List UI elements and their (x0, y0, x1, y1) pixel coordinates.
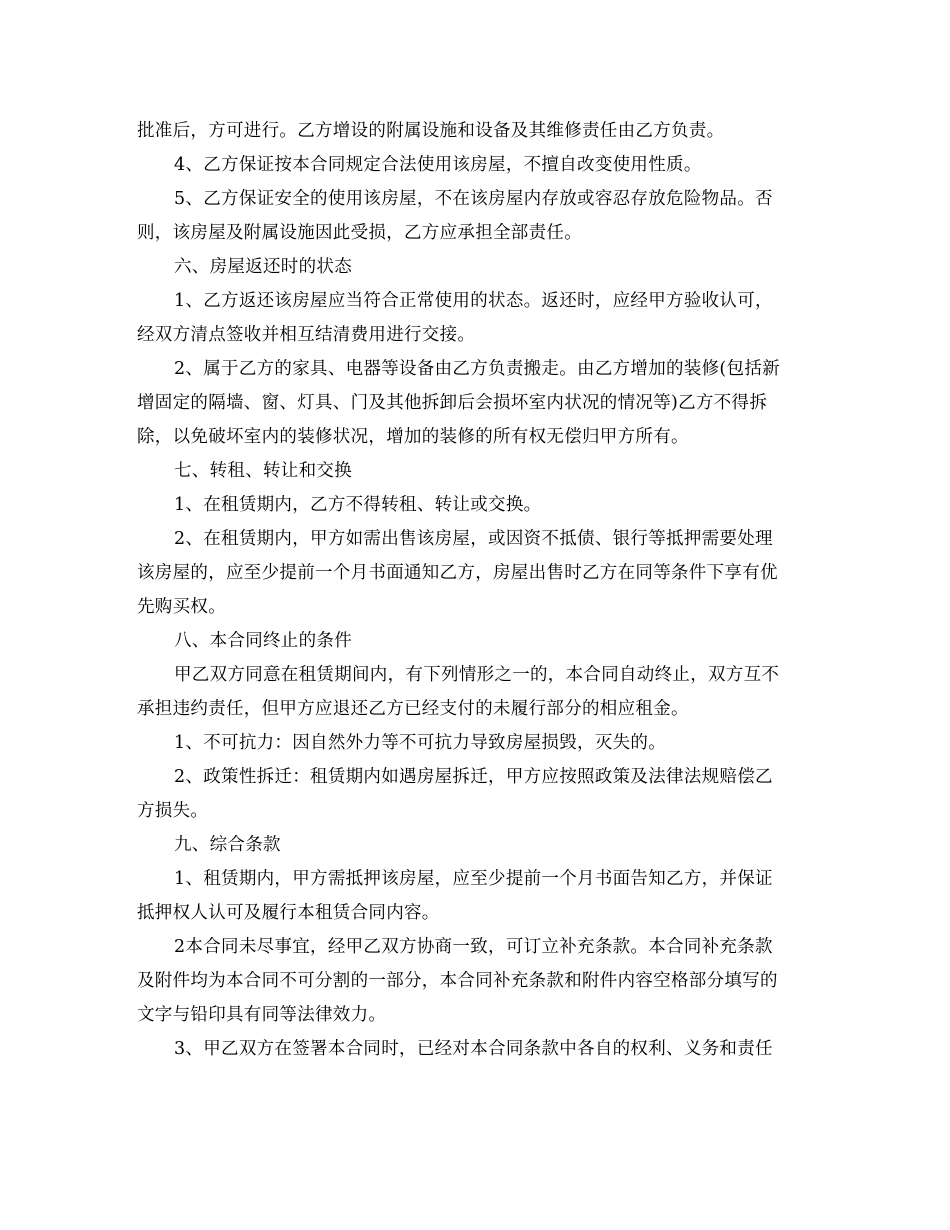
text-line: 抵押权人认可及履行本租赁合同内容。 (137, 903, 440, 923)
text-line: 方损失。 (137, 801, 209, 821)
text-line: 1、乙方返还该房屋应当符合正常使用的状态。返还时，应经甲方验收认可， (174, 291, 773, 311)
text-line: 2本合同未尽事宜，经甲乙双方协商一致，可订立补充条款。本合同补充条款 (174, 937, 773, 957)
text-line: 该房屋的，应至少提前一个月书面通知乙方，房屋出售时乙方在同等条件下享有优 (137, 563, 778, 583)
text-line: 2、在租赁期内，甲方如需出售该房屋，或因资不抵债、银行等抵押需要处理 (174, 529, 773, 549)
text-line: 1、不可抗力：因自然外力等不可抗力导致房屋损毁，灭失的。 (174, 733, 667, 753)
text-line: 批准后，方可进行。乙方增设的附属设施和设备及其维修责任由乙方负责。 (137, 121, 725, 141)
text-line: 承担违约责任，但甲方应退还乙方已经支付的未履行部分的相应租金。 (137, 699, 689, 719)
text-line: 1、在租赁期内，乙方不得转租、转让或交换。 (174, 495, 542, 515)
text-line: 甲乙双方同意在租赁期间内，有下列情形之一的，本合同自动终止，双方互不 (174, 665, 780, 685)
text-line: 3、甲乙双方在签署本合同时，已经对本合同条款中各自的权利、义务和责任 (174, 1039, 773, 1059)
text-line: 4、乙方保证按本合同规定合法使用该房屋，不擅自改变使用性质。 (174, 155, 702, 175)
text-line: 六、房屋返还时的状态 (174, 257, 352, 277)
text-line: 七、转租、转让和交换 (174, 461, 352, 481)
text-line: 1、租赁期内，甲方需抵押该房屋，应至少提前一个月书面告知乙方，并保证 (174, 869, 773, 889)
text-line: 及附件均为本合同不可分割的一部分，本合同补充条款和附件内容空格部分填写的 (137, 971, 778, 991)
text-line: 则，该房屋及附属设施因此受损，乙方应承担全部责任。 (137, 223, 582, 243)
text-line: 除，以免破坏室内的装修状况，增加的装修的所有权无偿归甲方所有。 (137, 427, 689, 447)
text-line: 2、政策性拆迁：租赁期内如遇房屋拆迁，甲方应按照政策及法律法规赔偿乙 (174, 767, 773, 787)
text-line: 八、本合同终止的条件 (174, 631, 352, 651)
text-line: 经双方清点签收并相互结清费用进行交接。 (137, 325, 476, 345)
text-line: 文字与铅印具有同等法律效力。 (137, 1005, 387, 1025)
text-line: 九、综合条款 (174, 835, 281, 855)
text-line: 先购买权。 (137, 597, 226, 617)
text-line: 2、属于乙方的家具、电器等设备由乙方负责搬走。由乙方增加的装修(包括新 (174, 359, 780, 379)
text-line: 5、乙方保证安全的使用该房屋，不在该房屋内存放或容忍存放危险物品。否 (174, 189, 773, 209)
text-line: 增固定的隔墙、窗、灯具、门及其他拆卸后会损坏室内状况的情况等)乙方不得拆 (137, 393, 768, 413)
contract-body-text (137, 114, 817, 1066)
